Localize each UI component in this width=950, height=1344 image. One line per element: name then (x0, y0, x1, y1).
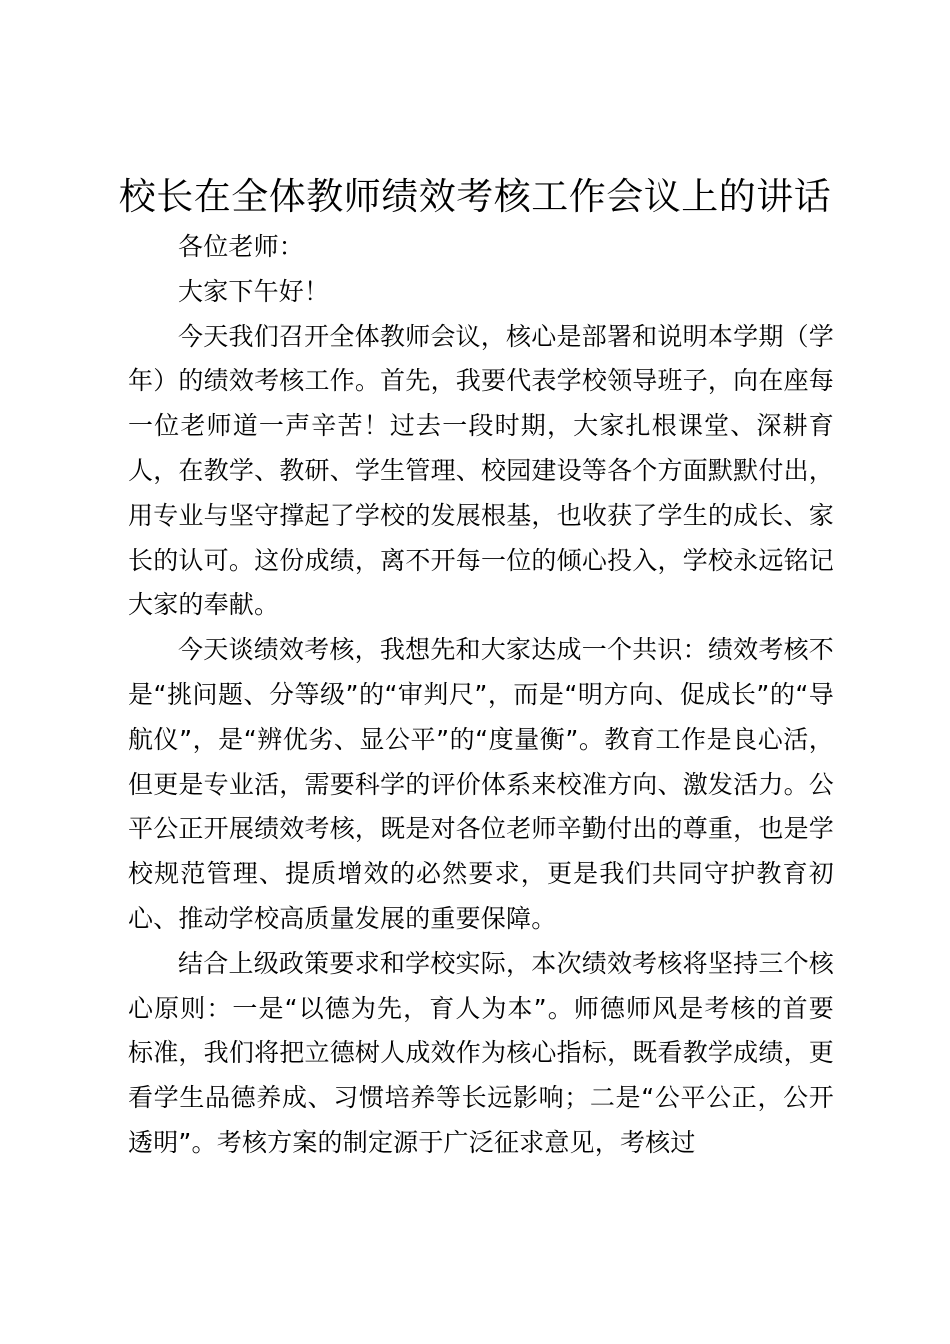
speech-body (128, 225, 834, 1166)
document-title: 校长在全体教师绩效考核工作会议上的讲话 (118, 175, 832, 218)
paragraph-consensus: 今天谈绩效考核，我想先和大家达成一个共识：绩效考核不是“挑问题、分等级”的“审判尺”，而是“明方向、促成长”的“导航仪”，是“辨优劣、显公平”的“度量衡”。教育工作是良心活，但更是专业活，需要科学的评价体系来校准方向、激发活力。公平公正开展绩效考核，既是对各位老师辛勤付出的尊重，也是学校规范管理、提质增效的必然要求，更是我们共同守护教育初心、推动学校高质量发展的重要保障。 (128, 635, 834, 933)
salutation: 各位老师： (178, 232, 305, 261)
paragraph-opening: 今天我们召开全体教师会议，核心是部署和说明本学期（学年）的绩效考核工作。首先，我要代表学校领导班子，向在座每一位老师道一声辛苦！过去一段时期，大家扎根课堂、深耕育人，在教学、教研、学生管理、校园建设等各个方面默默付出，用专业与坚守撑起了学校的发展根基，也收获了学生的成长、家长的认可。这份成绩，离不开每一位的倾心投入，学校永远铭记大家的奉献。 (128, 321, 834, 620)
paragraph-principles: 结合上级政策要求和学校实际，本次绩效考核将坚持三个核心原则：一是“以德为先，育人为本”。师德师风是考核的首要标准，我们将把立德树人成效作为核心指标，既看教学成绩，更看学生品德养成、习惯培养等长远影响；二是“公平公正，公开透明”。考核方案的制定源于广泛征求意见，考核过 (128, 948, 834, 1157)
greeting: 大家下午好！ (178, 276, 330, 306)
